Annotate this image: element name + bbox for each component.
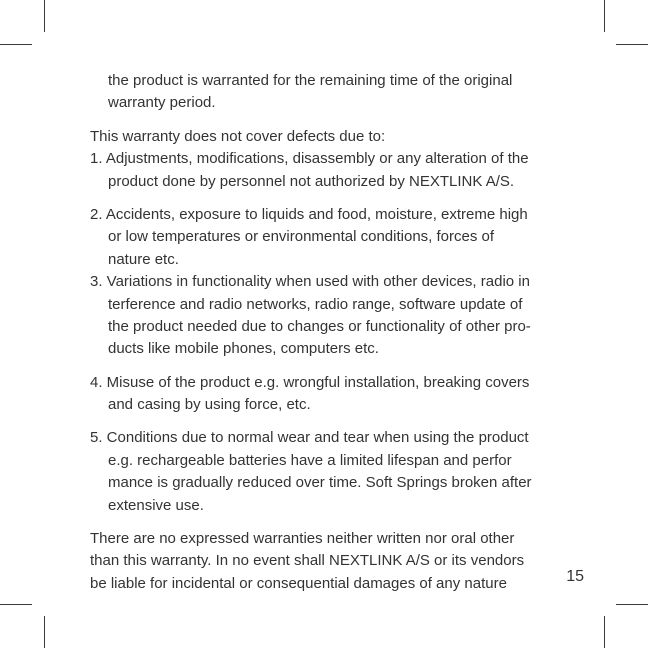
list-item-line: 4. Misuse of the product e.g. wrongful installation, breaking covers	[90, 373, 530, 391]
intro-text: This warranty does not cover defects due to:	[90, 127, 386, 145]
list-item-line: mance is gradually reduced over time. Soft Springs broken after	[108, 474, 532, 492]
crop-mark-top-left-vertical	[44, 0, 45, 32]
list-item-line: 2. Accidents, exposure to liquids and food, moisture, extreme high	[90, 205, 528, 223]
list-item-line: terference and radio networks, radio range, software update of	[108, 295, 523, 313]
list-item-line: the product needed due to changes or functionality of other pro-	[108, 317, 531, 335]
crop-mark-bottom-right-vertical	[604, 616, 605, 648]
list-item-3	[90, 271, 560, 361]
closing-line: There are no expressed warranties neither written nor oral other	[90, 530, 515, 548]
crop-mark-top-right-vertical	[604, 0, 605, 32]
list-item-line: e.g. rechargeable batteries have a limited lifespan and perfor	[108, 451, 512, 469]
list-item-line: product done by personnel not authorized by NEXTLINK A/S.	[108, 172, 515, 190]
crop-mark-bottom-left-vertical	[44, 616, 45, 648]
document-body	[90, 70, 560, 595]
list-item-line: and casing by using force, etc.	[108, 396, 311, 414]
page-number: 15	[566, 568, 584, 585]
continuation-line: warranty period.	[108, 94, 216, 112]
closing-paragraph	[90, 528, 560, 595]
closing-line: be liable for incidental or consequential damages of any nature	[90, 574, 507, 592]
list-item-line: 3. Variations in functionality when used with other devices, radio in	[90, 273, 530, 291]
list-item-1	[90, 148, 560, 193]
list-item-line: 1. Adjustments, modifications, disassembly or any alteration of the	[90, 150, 529, 168]
list-item-line: 5. Conditions due to normal wear and tear when using the product	[90, 429, 529, 447]
list-item-line: nature etc.	[108, 250, 179, 268]
list-item-5	[90, 427, 560, 517]
list-item-line: or low temperatures or environmental conditions, forces of	[108, 228, 495, 246]
crop-mark-bottom-left-horizontal	[0, 604, 32, 605]
list-item-2	[90, 204, 560, 271]
list-item-line: ducts like mobile phones, computers etc.	[108, 340, 379, 358]
continuation-line: the product is warranted for the remaining time of the original	[108, 72, 513, 89]
crop-mark-bottom-right-horizontal	[616, 604, 648, 605]
crop-mark-top-right-horizontal	[616, 44, 648, 45]
crop-mark-top-left-horizontal	[0, 44, 32, 45]
list-item-line: extensive use.	[108, 496, 204, 514]
list-item-4	[90, 372, 560, 417]
closing-line: than this warranty. In no event shall NEXTLINK A/S or its vendors	[90, 552, 525, 570]
